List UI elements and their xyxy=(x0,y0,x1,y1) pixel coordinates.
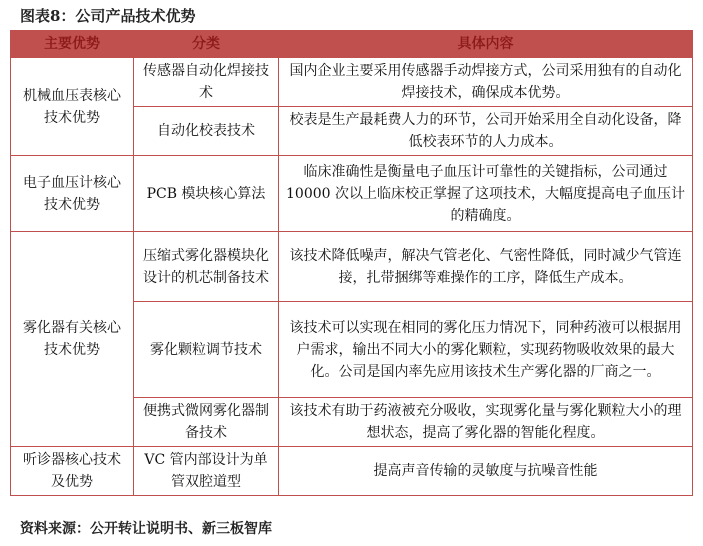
table-row xyxy=(11,447,693,496)
content-cell: 该技术有助于药液被充分吸收，实现雾化量与雾化颗粒大小的理想状态，提高了雾化器的智能化程度。 xyxy=(279,398,693,447)
content-cell: 该技术可以实现在相同的雾化压力情况下，同种药液可以根据用户需求，输出不同大小的雾化颗粒，实现药物吸收效果的最大化。公司是国内率先应用该技术生产雾化器的厂商之一。 xyxy=(279,302,693,398)
header-content: 具体内容 xyxy=(279,31,693,58)
category-cell: 雾化颗粒调节技术 xyxy=(134,302,279,398)
table-row xyxy=(11,58,693,107)
category-cell: 传感器自动化焊接技术 xyxy=(134,58,279,107)
header-row xyxy=(11,31,693,58)
header-main-advantage: 主要优势 xyxy=(11,31,134,58)
source-note: 资料来源：公开转让说明书、新三板智库 xyxy=(20,521,272,537)
header-category: 分类 xyxy=(134,31,279,58)
main-advantage-cell: 电子血压计核心技术优势 xyxy=(11,156,134,232)
main-advantage-cell: 听诊器核心技术及优势 xyxy=(11,447,134,496)
category-cell: 便携式微网雾化器制备技术 xyxy=(134,398,279,447)
category-cell: PCB 模块核心算法 xyxy=(134,156,279,232)
main-advantage-cell: 雾化器有关核心技术优势 xyxy=(11,232,134,447)
main-advantage-cell: 机械血压表核心技术优势 xyxy=(11,58,134,156)
content-cell: 临床准确性是衡量电子血压计可靠性的关键指标，公司通过 10000 次以上临床校正掌握了这项技术，大幅度提高电子血压计的精确度。 xyxy=(279,156,693,232)
category-cell: 自动化校表技术 xyxy=(134,107,279,156)
content-cell: 提高声音传输的灵敏度与抗噪音性能 xyxy=(279,447,693,496)
content-cell: 国内企业主要采用传感器手动焊接方式，公司采用独有的自动化焊接技术，确保成本优势。 xyxy=(279,58,693,107)
tech-advantage-table xyxy=(10,30,693,496)
figure-title: 图表8：公司产品技术优势 xyxy=(20,7,196,25)
content-cell: 校表是生产最耗费人力的环节，公司开始采用全自动化设备，降低校表环节的人力成本。 xyxy=(279,107,693,156)
content-cell: 该技术降低噪声，解决气管老化、气密性降低，同时减少气管连接，扎带捆绑等难操作的工序，降低生产成本。 xyxy=(279,232,693,302)
table-row xyxy=(11,156,693,232)
category-cell: VC 管内部设计为单管双腔道型 xyxy=(134,447,279,496)
category-cell: 压缩式雾化器模块化设计的机芯制备技术 xyxy=(134,232,279,302)
table-row xyxy=(11,232,693,302)
